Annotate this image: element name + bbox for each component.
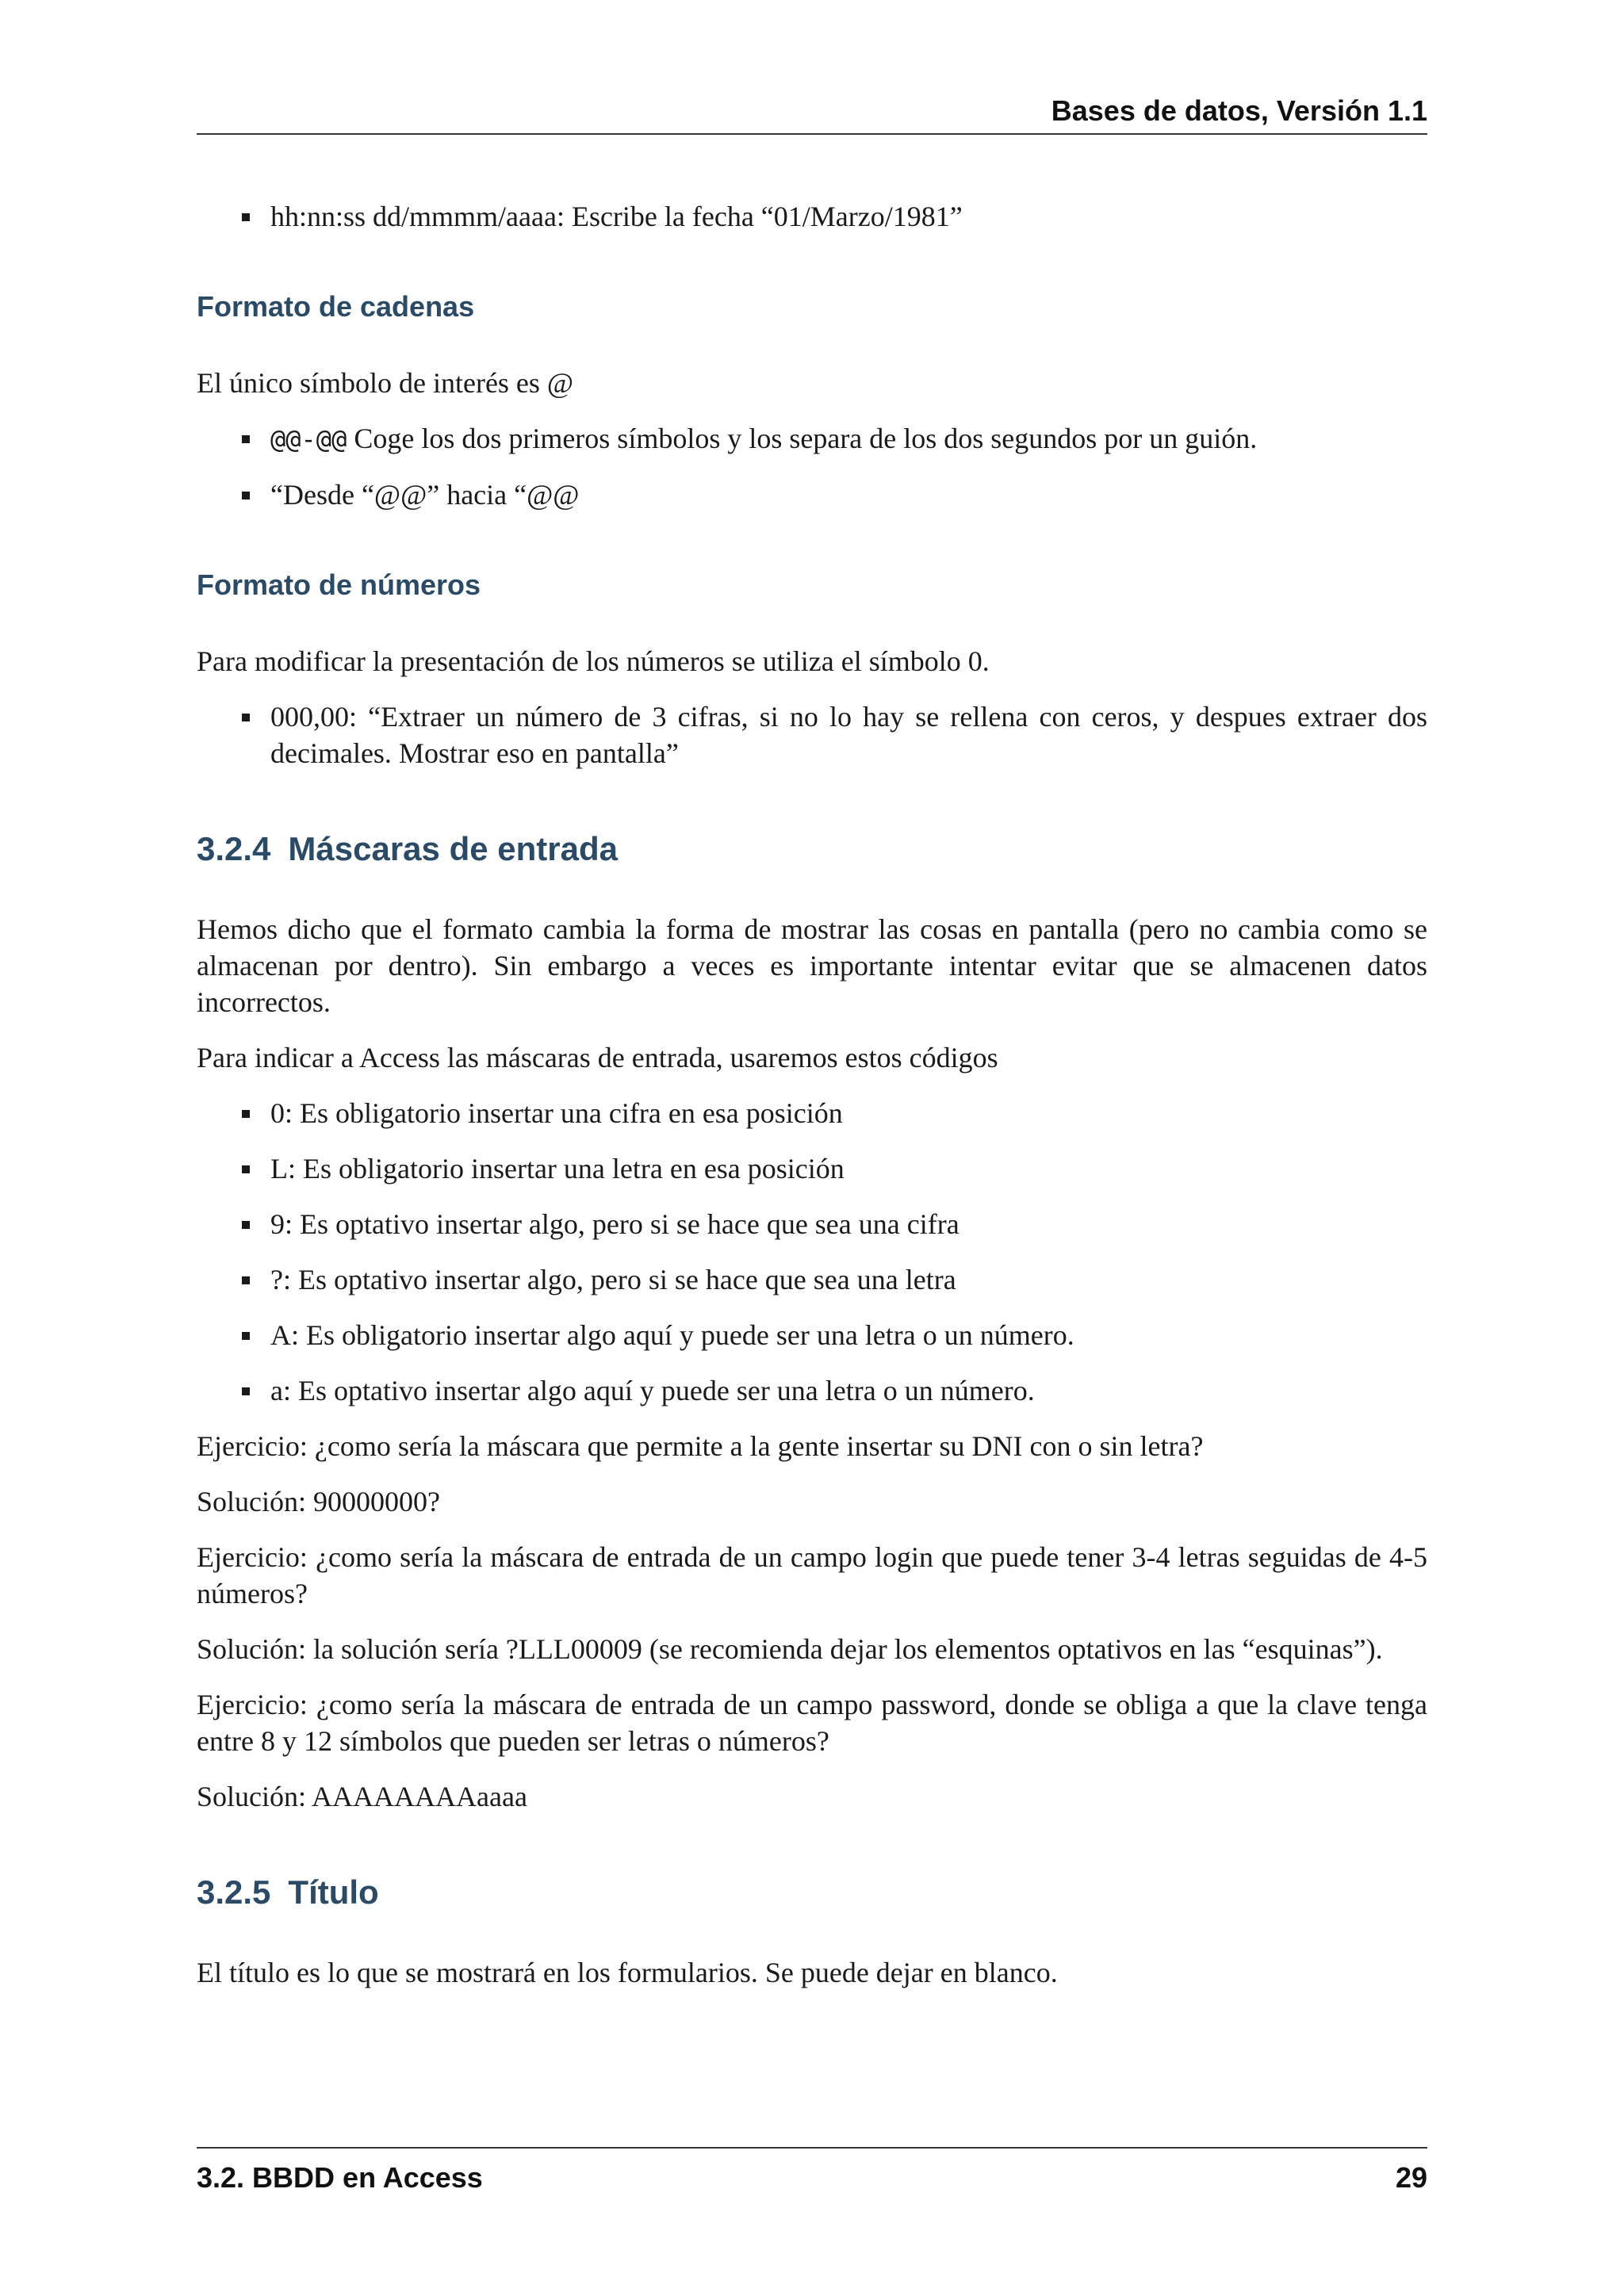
running-header — [197, 89, 1427, 135]
numeros-list — [197, 698, 1427, 771]
solution-paragraph: Solución: 90000000? — [197, 1486, 440, 1517]
list-item: ?: Es optativo insertar algo, pero si se hace que sea una letra — [270, 1261, 1427, 1298]
list-item: 0: Es obligatorio insertar una cifra en esa posición — [270, 1095, 1427, 1131]
intro-list — [197, 198, 1427, 235]
page-body — [197, 198, 1427, 2010]
exercise-paragraph: Ejercicio: ¿como sería la máscara de entrada de un campo password, donde se obliga a que la clave tenga entre 8 y 12 símbolos que pueden ser letras o números? — [197, 1689, 1427, 1757]
solution-paragraph: Solución: la solución sería ?LLL00009 (se recomienda dejar los elementos optativos en las “esquinas”). — [197, 1633, 1383, 1665]
paragraph: Para indicar a Access las máscaras de entrada, usaremos estos códigos — [197, 1042, 998, 1073]
section-heading-mascaras — [197, 828, 1427, 870]
list-item: L: Es obligatorio insertar una letra en esa posición — [270, 1150, 1427, 1187]
section-title: Máscaras de entrada — [288, 830, 618, 867]
list-item: 9: Es optativo insertar algo, pero si se hace que sea una cifra — [270, 1206, 1427, 1242]
paragraph: Hemos dicho que el formato cambia la forma de mostrar las cosas en pantalla (pero no cambia como se almacenan por dentro). Sin embargo a veces es importante intentar evitar que se almacenen datos incorrectos. — [197, 913, 1427, 1018]
list-item: A: Es obligatorio insertar algo aquí y puede ser una letra o un número. — [270, 1317, 1427, 1353]
list-item: @@-@@ Coge los dos primeros símbolos y los separa de los dos segundos por un guión. — [270, 420, 1427, 457]
mask-codes-list — [197, 1095, 1427, 1409]
section-title: Título — [288, 1873, 379, 1911]
square-bullet-icon — [242, 1387, 250, 1395]
section-number: 3.2.5 — [197, 1873, 271, 1911]
cadenas-list — [197, 420, 1427, 513]
list-item: 000,00: “Extraer un número de 3 cifras, si no lo hay se rellena con ceros, y despues extraer dos decimales. Mostrar eso en pantalla” — [270, 698, 1427, 771]
square-bullet-icon — [242, 1110, 250, 1118]
exercise-paragraph: Ejercicio: ¿como sería la máscara de entrada de un campo login que puede tener 3-4 letras seguidas de 4-5 números? — [197, 1541, 1427, 1609]
paragraph: El único símbolo de interés es @ — [197, 367, 574, 399]
heading-formato-cadenas: Formato de cadenas — [197, 290, 475, 323]
square-bullet-icon — [242, 1332, 250, 1340]
list-item: “Desde “@@” hacia “@@ — [270, 476, 1427, 513]
heading-formato-numeros: Formato de números — [197, 568, 481, 601]
footer-section-label: 3.2. BBDD en Access — [197, 2161, 483, 2194]
square-bullet-icon — [242, 714, 250, 721]
paragraph: El título es lo que se mostrará en los formularios. Se puede dejar en blanco. — [197, 1957, 1058, 1988]
square-bullet-icon — [242, 1276, 250, 1284]
square-bullet-icon — [242, 1165, 250, 1173]
solution-paragraph: Solución: AAAAAAAAaaaa — [197, 1781, 527, 1812]
code-literal: @@-@@ — [270, 424, 347, 454]
list-item: hh:nn:ss dd/mmmm/aaaa: Escribe la fecha “01/Marzo/1981” — [270, 198, 1427, 235]
square-bullet-icon — [242, 435, 250, 443]
section-number: 3.2.4 — [197, 830, 271, 867]
running-footer — [197, 2147, 1427, 2196]
square-bullet-icon — [242, 213, 250, 221]
square-bullet-icon — [242, 1221, 250, 1229]
list-item: a: Es optativo insertar algo aquí y puede ser una letra o un número. — [270, 1372, 1427, 1409]
exercise-paragraph: Ejercicio: ¿como sería la máscara que permite a la gente insertar su DNI con o sin letra? — [197, 1430, 1204, 1462]
page-number: 29 — [1395, 2161, 1427, 2194]
paragraph: Para modificar la presentación de los números se utiliza el símbolo 0. — [197, 645, 990, 677]
section-heading-titulo — [197, 1872, 1427, 1913]
square-bullet-icon — [242, 492, 250, 499]
running-header-title: Bases de datos, Versión 1.1 — [1051, 94, 1427, 127]
